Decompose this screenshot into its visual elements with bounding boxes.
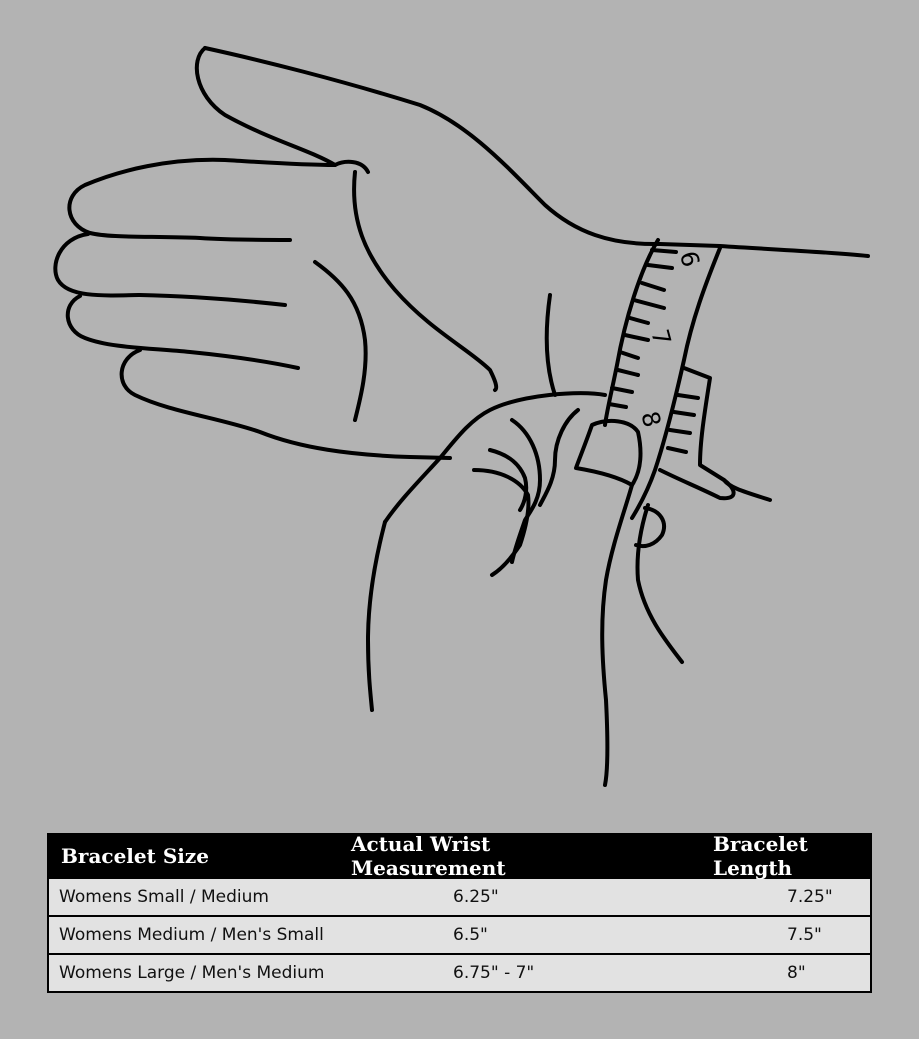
header-bracelet-length: Bracelet Length <box>713 832 808 880</box>
right-hand-finger-fold <box>490 450 526 510</box>
tape-number-7: 7 <box>645 326 677 349</box>
left-hand-middle-finger <box>55 234 285 305</box>
right-hand-inner-line <box>474 470 528 575</box>
tape-number-8: 8 <box>635 408 667 431</box>
table-row <box>49 915 870 953</box>
left-wrist-crease <box>547 295 555 395</box>
right-hand-thumb <box>576 421 640 485</box>
header-wrist-measurement: Actual Wrist Measurement <box>351 832 506 880</box>
bracelet-size-table <box>47 833 872 993</box>
cell-wrist: 6.75" - 7" <box>453 963 535 983</box>
left-hand-palm-crease <box>315 262 366 420</box>
header-bracelet-size: Bracelet Size <box>61 844 209 868</box>
cell-length: 7.25" <box>787 887 833 907</box>
right-hand-wrist-left <box>602 485 632 785</box>
cell-size: Womens Small / Medium <box>59 887 269 907</box>
cell-length: 8" <box>787 963 806 983</box>
tape-end <box>660 470 734 498</box>
right-hand-knuckle <box>540 410 578 505</box>
left-hand-index-finger <box>69 160 335 240</box>
right-hand-wrist-right <box>637 505 682 662</box>
table-row <box>49 877 870 915</box>
cell-wrist: 6.5" <box>453 925 488 945</box>
left-hand-ring-finger <box>68 296 298 368</box>
cell-size: Womens Large / Men's Medium <box>59 963 325 983</box>
cell-wrist: 6.25" <box>453 887 499 907</box>
left-hand-palm-line <box>354 172 496 390</box>
cell-length: 7.5" <box>787 925 822 945</box>
table-row <box>49 953 870 991</box>
cell-size: Womens Medium / Men's Small <box>59 925 324 945</box>
table-header-row <box>49 832 870 880</box>
tape-number-6: 6 <box>674 248 706 271</box>
right-hand-palm-outline <box>368 522 385 710</box>
